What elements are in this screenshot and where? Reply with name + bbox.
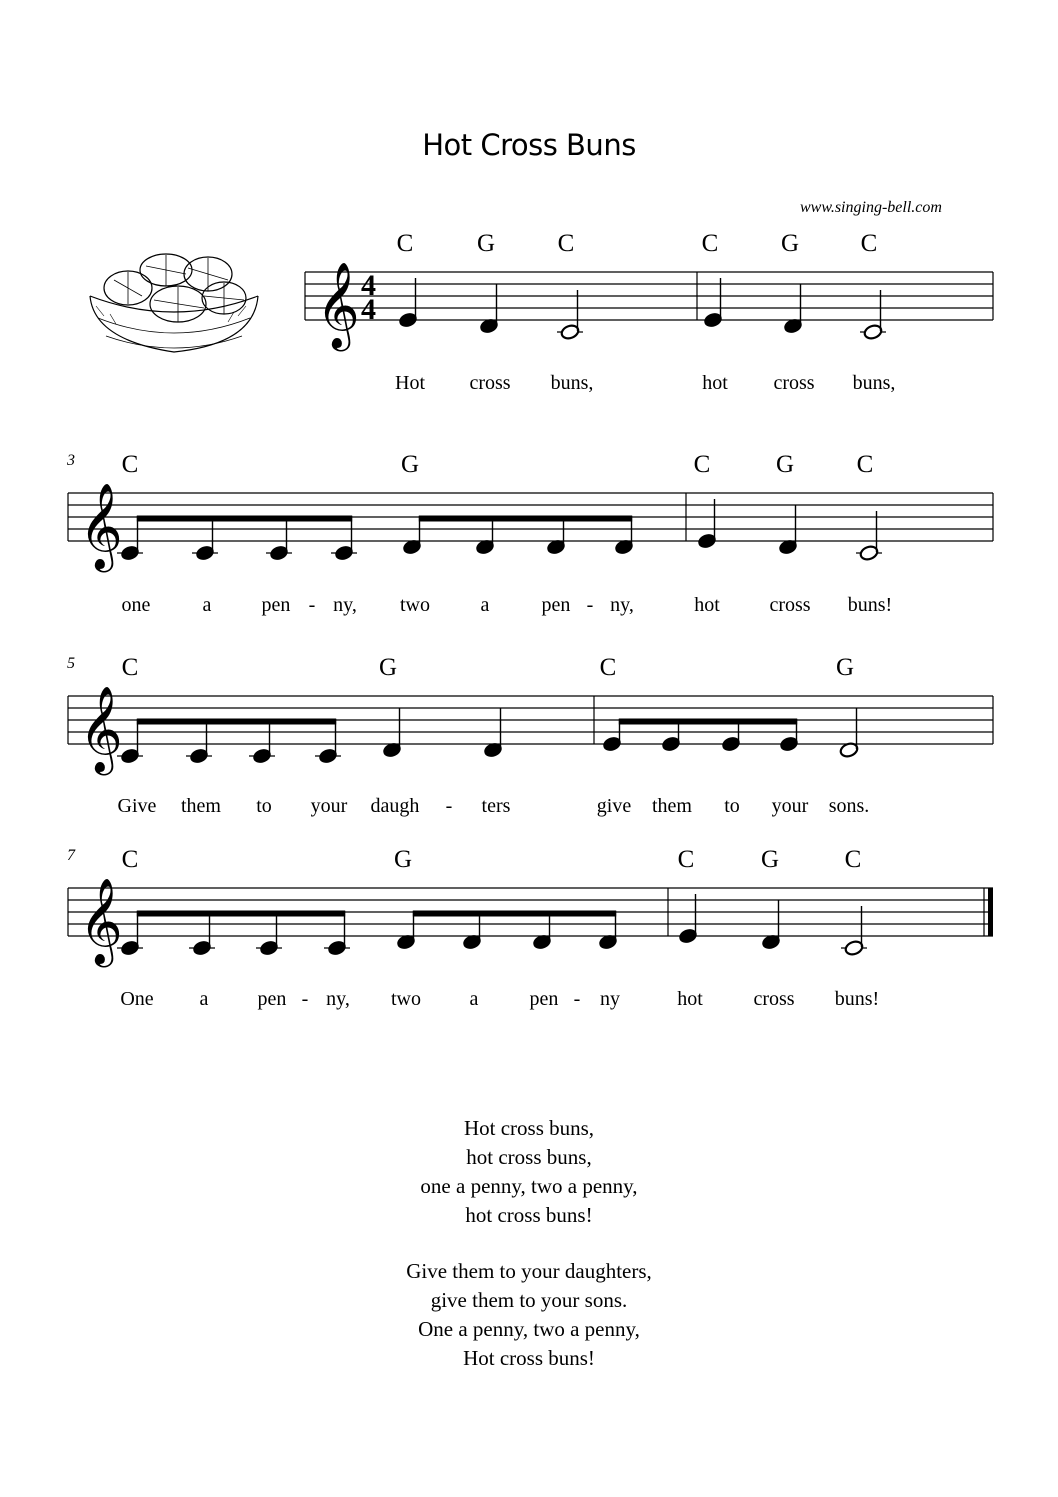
lyric-syllable: ny,: [333, 594, 357, 616]
chord: G: [780, 230, 800, 257]
lyrics-text: [0, 1114, 1058, 1400]
lyric-syllable: buns!: [834, 988, 880, 1010]
lyric-syllable: a: [480, 594, 490, 616]
lyrics-stanza-2: [0, 1257, 1058, 1373]
chord: C: [557, 230, 575, 257]
chord: C: [844, 846, 862, 873]
lyric-syllable: cross: [753, 988, 795, 1010]
treble-clef-icon: 𝄞: [79, 686, 123, 772]
measure-number: 7: [67, 847, 75, 864]
lyric-syllable: hot: [677, 988, 703, 1010]
time-signature-bottom: 4: [361, 293, 376, 326]
lyric-syllable: two: [400, 594, 430, 616]
song-title: Hot Cross Buns: [422, 128, 636, 162]
lyric-syllable: hot: [702, 372, 728, 394]
chord: G: [835, 654, 855, 681]
lyric-syllable: to: [256, 795, 272, 817]
lyric-syllable: cross: [773, 372, 815, 394]
lyric-syllable: buns,: [852, 372, 896, 394]
lyric-syllable: -: [308, 594, 316, 616]
chord: C: [693, 451, 711, 478]
lyric-syllable: -: [573, 988, 581, 1010]
chord: C: [121, 451, 139, 478]
lyric-syllable: a: [469, 988, 479, 1010]
lyric-syllable: your: [310, 795, 348, 817]
lyric-syllable: ny,: [610, 594, 634, 616]
lyric-syllable: buns!: [847, 594, 893, 616]
chord: C: [856, 451, 874, 478]
beam: [619, 719, 797, 725]
lyrics-line: one a penny, two a penny,: [420, 1174, 638, 1198]
lyrics-line: Hot cross buns!: [463, 1346, 595, 1370]
chord: C: [121, 846, 139, 873]
lyric-syllable: sons.: [828, 795, 870, 817]
beam: [413, 911, 616, 917]
lyrics-line: give them to your sons.: [430, 1288, 628, 1312]
chord: G: [400, 451, 420, 478]
lyric-syllable: Hot: [395, 372, 425, 394]
lyric-syllable: cross: [469, 372, 511, 394]
chord: G: [775, 451, 795, 478]
lyric-syllable: -: [586, 594, 594, 616]
chord: C: [701, 230, 719, 257]
lyric-syllable: -: [445, 795, 453, 817]
lyric-syllable: a: [199, 988, 209, 1010]
lyric-syllable: pen: [261, 594, 291, 616]
lyric-syllable: ters: [481, 795, 511, 817]
lyric-syllable: daugh: [370, 795, 420, 817]
lyric-syllable: one: [121, 594, 151, 616]
lyrics-line: Give them to your daughters,: [406, 1259, 652, 1283]
beam: [137, 516, 352, 522]
chord: G: [378, 654, 398, 681]
lyric-syllable: them: [181, 795, 221, 817]
lyrics-line: One a penny, two a penny,: [418, 1317, 640, 1341]
beam: [137, 719, 336, 725]
measure-number: 5: [67, 655, 75, 672]
lyrics-line: hot cross buns,: [466, 1145, 592, 1169]
lyric-syllable: to: [724, 795, 740, 817]
chord: C: [396, 230, 414, 257]
treble-clef-icon: 𝄞: [79, 483, 123, 569]
chord: G: [760, 846, 780, 873]
lyric-syllable: your: [771, 795, 809, 817]
lyric-syllable: them: [652, 795, 692, 817]
lyric-syllable: pen: [257, 988, 287, 1010]
treble-clef-icon: 𝄞: [79, 878, 123, 964]
lyric-syllable: -: [301, 988, 309, 1010]
treble-clef-icon: 𝄞: [316, 262, 360, 348]
beam: [137, 911, 345, 917]
time-signature-top: 4: [361, 269, 376, 302]
lyric-syllable: a: [202, 594, 212, 616]
chord: G: [393, 846, 413, 873]
chord: C: [677, 846, 695, 873]
lyric-syllable: Give: [117, 795, 157, 817]
lyric-syllable: buns,: [550, 372, 594, 394]
lyric-syllable: pen: [541, 594, 571, 616]
final-barline: [988, 888, 993, 936]
beam: [419, 516, 632, 522]
lyric-syllable: ny,: [326, 988, 350, 1010]
lyrics-stanza-1: [0, 1114, 1058, 1230]
lyric-syllable: One: [120, 988, 154, 1010]
lyric-syllable: two: [391, 988, 421, 1010]
lyric-syllable: give: [596, 795, 632, 817]
chord: C: [121, 654, 139, 681]
lyric-syllable: hot: [694, 594, 720, 616]
lyrics-line: hot cross buns!: [465, 1203, 593, 1227]
chord: C: [599, 654, 617, 681]
chord: C: [860, 230, 878, 257]
lyric-syllable: pen: [529, 988, 559, 1010]
chord: G: [476, 230, 496, 257]
lyric-syllable: ny: [600, 988, 620, 1010]
lyrics-line: Hot cross buns,: [463, 1116, 595, 1140]
measure-number: 3: [67, 452, 75, 469]
lyric-syllable: cross: [769, 594, 811, 616]
website-url[interactable]: www.singing-bell.com: [800, 199, 942, 216]
